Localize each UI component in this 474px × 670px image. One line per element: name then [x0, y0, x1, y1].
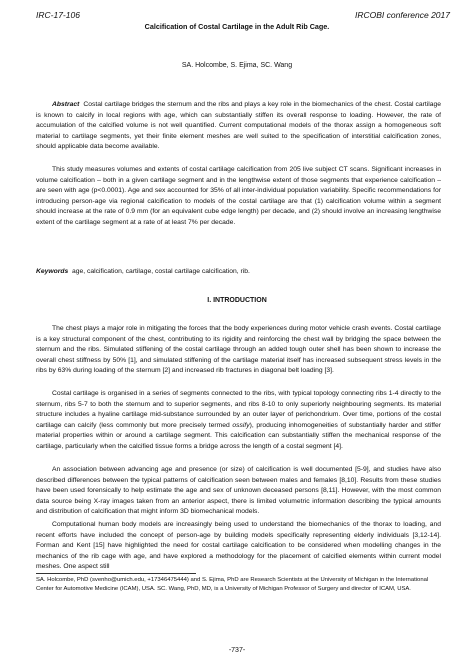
intro-p2-emphasis: ossify — [232, 421, 250, 429]
intro-p2-part-b: ), producing inhomogeneities of substantially harder and stiffer material properties within or around a cartilage segment. This calcification can substantially stiffen the mechanical response of the cartilage, particularly when the calcified tissue forms a bridge across the length of a costal segment [4]. — [36, 421, 441, 450]
keywords-label: Keywords — [36, 268, 69, 275]
abstract-paragraph-2: This study measures volumes and extents of costal cartilage calcification from 205 live subject CT scans. Significant increases in volume calcification – both in a given cartilage segment and in the lengthwise extent of those segments that experience calcification – are seen with age (p<0.0001). Age and sex accounted for 35% of all inter-individual population variability. Specific recommendations for introducing person-age via regional calcification to models of the costal cartilage are that (1) calcification volume within a segment should increase at the rate of 0.9 mm (for an equivalent cube edge length) per decade, and (2) should involve an increasing lengthwise extent of the cartilage segment at a rate of at least 7% per decade. — [36, 166, 441, 226]
intro-p2-part-a: Costal cartilage is organised in a series of segments connected to the ribs, with typical topology connecting ribs 1-4 directly to the sternum, ribs 5-7 to both the sternum and to superior segments, and ribs 8-10 to only superiorly neighbouring segments. Its material structure includes a hyaline cartilage mid-substance surrounded by an outer layer of perichondrium. Over time, portions of the costal cartilage can calcify (less commonly but more precisely termed — [36, 390, 441, 429]
abstract-text-1: Costal cartilage bridges the sternum and the ribs and plays a key role in the biomechanics of the chest. Costal cartilage is known to calcify in local regions with age, which can substantially stiffen its overall response to loading. However, the rate of accumulation of the calcified volume is not well quantified. Current computational models of the thorax assign a homogeneous soft material to cartilage segments, yet their finite element meshes are well suited to the specification of interstitial calcification zones, should applicable data become available. — [36, 101, 441, 151]
intro-paragraph-2 — [36, 389, 441, 453]
header-title: Calcification of Costal Cartilage in the Adult Rib Cage. — [144, 22, 330, 31]
section-heading: I. INTRODUCTION — [207, 297, 267, 304]
footnote-rule — [36, 573, 196, 574]
footnote: SA. Holcombe, PhD (svenho@umich.edu, +17346475444) and S. Ejima, PhD are Research Scientists at the University of Michigan in the International Center for Automotive Medicine (ICAM), USA. SC. Wang, PhD, MD, is a University of Michigan Professor of Surgery and director of ICAM, USA. — [36, 577, 429, 592]
keywords-text: age, calcification, cartilage, costal cartilage calcification, rib. — [72, 268, 250, 275]
abstract-label: Abstract — [52, 101, 80, 108]
header-left: IRC-17-106 — [36, 10, 80, 20]
intro-paragraph-3: An association between advancing age and presence (or size) of calcification is well documented [5-9], and studies have also described differences between the typical patterns of calcification seen between males and females [8,10]. Results from these studies have been used forensically to help estimate the age and sex of unknown deceased persons [8,11]. However, with the most common data source being X-ray images taken from an anterior aspect, there is limited volumetric information describing the typical amounts and distribution of calcification that might inform 3D biomechanical models. — [36, 466, 441, 516]
intro-paragraph-1: The chest plays a major role in mitigating the forces that the body experiences during motor vehicle crash events. Costal cartilage is a key structural component of the chest, contributing to its rigidity and reinforcing the chest wall by bridging the space between the sternum and the ribs. Simulated stiffening of the costal cartilage through an added tough outer shell has been shown to increase the overall chest stiffness by 50% [1], and simulated stiffening of the cartilage material itself has increased subsequent stress levels in the ribs by 63% during loading of the sternum [2] and increased rib fractures in diagonal belt loading [3]. — [36, 325, 441, 375]
abstract-paragraph-1 — [36, 100, 441, 153]
authors: SA. Holcombe, S. Ejima, SC. Wang — [181, 62, 293, 69]
keywords-line — [36, 267, 441, 278]
header-right: IRCOBI conference 2017 — [355, 10, 450, 20]
page-number: -737- — [228, 647, 246, 654]
intro-paragraph-4: Computational human body models are increasingly being used to understand the biomechanics of the thorax to loading, and recent efforts have included the concept of person-age by building models specifically representing elderly individuals [3,12-14]. Forman and Kent [15] have highlighted the need for costal cartilage calcification to be considered when modelling changes in the mechanics of the rib cage with age, and have explored a methodology for the placement of calcified elements within current model meshes. One aspect still — [36, 521, 441, 571]
